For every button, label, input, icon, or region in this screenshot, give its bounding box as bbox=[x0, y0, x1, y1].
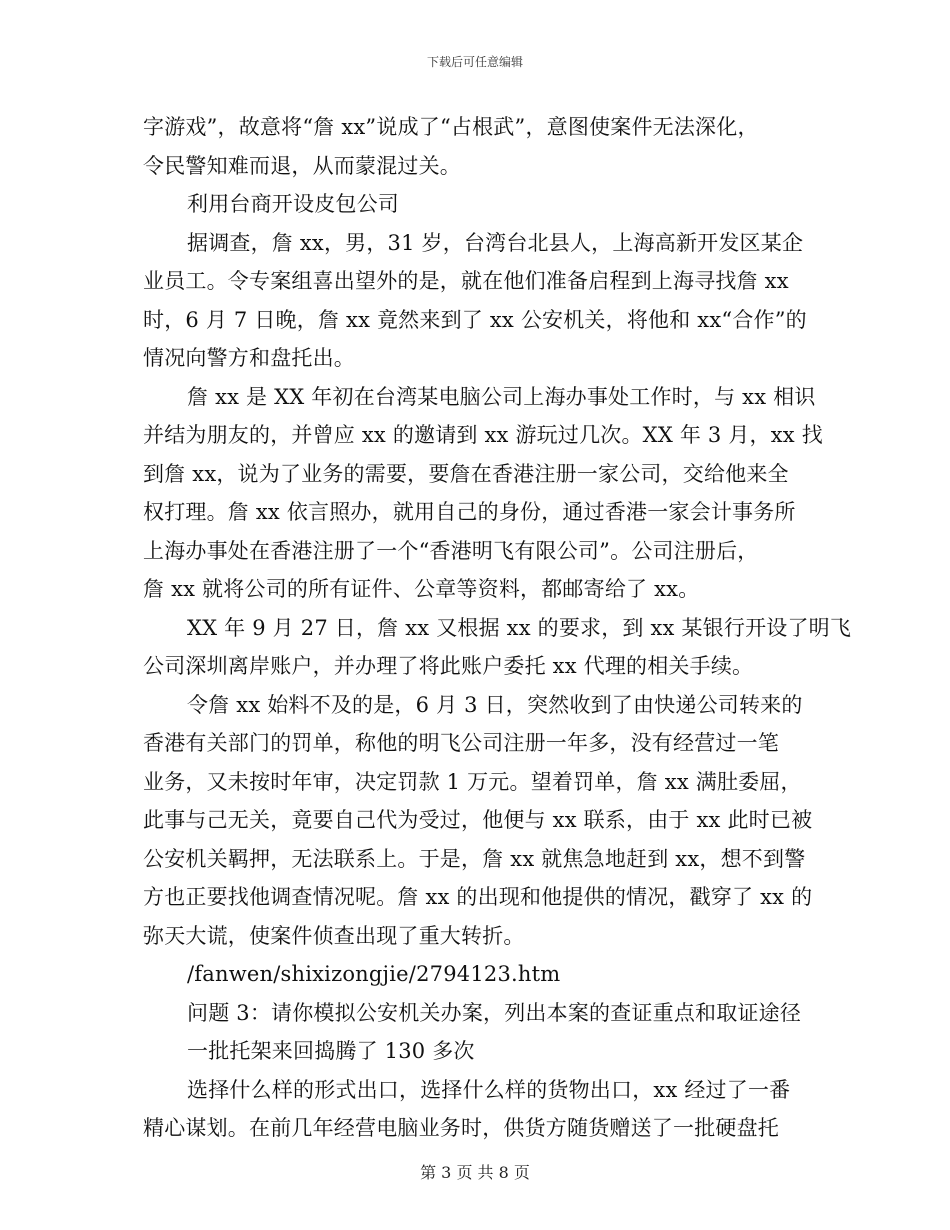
text-line: 詹 xx 是 XX 年初在台湾某电脑公司上海办事处工作时，与 xx 相识 bbox=[187, 384, 816, 409]
page-header-note: 下载后可任意编辑 bbox=[426, 55, 523, 69]
document-body bbox=[143, 108, 852, 1148]
text-line: 利用台商开设皮包公司 bbox=[187, 192, 399, 216]
text-line: 公安机关羁押，无法联系上。于是，詹 xx 就焦急地赶到 xx，想不到警 bbox=[143, 846, 806, 871]
text-line: 到詹 xx，说为了业务的需要，要詹在香港注册一家公司，交给他来全 bbox=[143, 461, 789, 486]
text-line: 詹 xx 就将公司的所有证件、公章等资料，都邮寄给了 xx。 bbox=[143, 577, 700, 601]
text-line: /fanwen/shixizongjie/2794123.htm bbox=[187, 962, 561, 986]
text-line: 并结为朋友的，并曾应 xx 的邀请到 xx 游玩过几次。XX 年 3 月，xx 找 bbox=[143, 423, 823, 447]
text-line: 时，6 月 7 日晚，詹 xx 竟然来到了 xx 公安机关，将他和 xx“合作”的 bbox=[143, 307, 807, 332]
text-line: 令詹 xx 始料不及的是，6 月 3 日，突然收到了由快递公司转来的 bbox=[187, 692, 803, 717]
text-line: 香港有关部门的罚单，称他的明飞公司注册一年多，没有经营过一笔 bbox=[143, 731, 779, 755]
text-line: 选择什么样的形式出口，选择什么样的货物出口，xx 经过了一番 bbox=[187, 1077, 791, 1102]
text-line: XX 年 9 月 27 日，詹 xx 又根据 xx 的要求，到 xx 某银行开设了明飞 bbox=[187, 615, 852, 640]
text-line: 问题 3：请你模拟公安机关办案，列出本案的查证重点和取证途径 bbox=[187, 1000, 802, 1025]
page-number: 第 3 页 共 8 页 bbox=[420, 1163, 530, 1182]
text-line: 据调查，詹 xx，男，31 岁，台湾台北县人，上海高新开发区某企 bbox=[187, 230, 804, 255]
text-line: 公司深圳离岸账户，并办理了将此账户委托 xx 代理的相关手续。 bbox=[143, 654, 754, 678]
text-line: 情况向警方和盘托出。 bbox=[143, 346, 355, 370]
text-line: 业员工。令专案组喜出望外的是，就在他们准备启程到上海寻找詹 xx bbox=[143, 269, 789, 293]
text-line: 业务，又未按时年审，决定罚款 1 万元。望着罚单，詹 xx 满肚委屈， bbox=[143, 769, 802, 794]
text-line: 方也正要找他调查情况呢。詹 xx 的出现和他提供的情况，戳穿了 xx 的 bbox=[143, 885, 813, 909]
text-line: 此事与己无关，竟要自己代为受过，他便与 xx 联系，由于 xx 此时已被 bbox=[143, 808, 813, 832]
text-line: 令民警知难而退，从而蒙混过关。 bbox=[143, 153, 461, 178]
text-line: 一批托架来回捣腾了 130 多次 bbox=[187, 1039, 475, 1063]
text-line: 权打理。詹 xx 依言照办，就用自己的身份，通过香港一家会计事务所 bbox=[143, 500, 796, 524]
text-line: 字游戏”，故意将“詹 xx”说成了“占根武”，意图使案件无法深化， bbox=[143, 115, 759, 139]
text-line: 弥天大谎，使案件侦查出现了重大转折。 bbox=[143, 923, 525, 948]
text-line: 精心谋划。在前几年经营电脑业务时，供货方随货赠送了一批硬盘托 bbox=[143, 1116, 779, 1140]
text-line: 上海办事处在香港注册了一个“香港明飞有限公司”。公司注册后， bbox=[143, 538, 759, 563]
